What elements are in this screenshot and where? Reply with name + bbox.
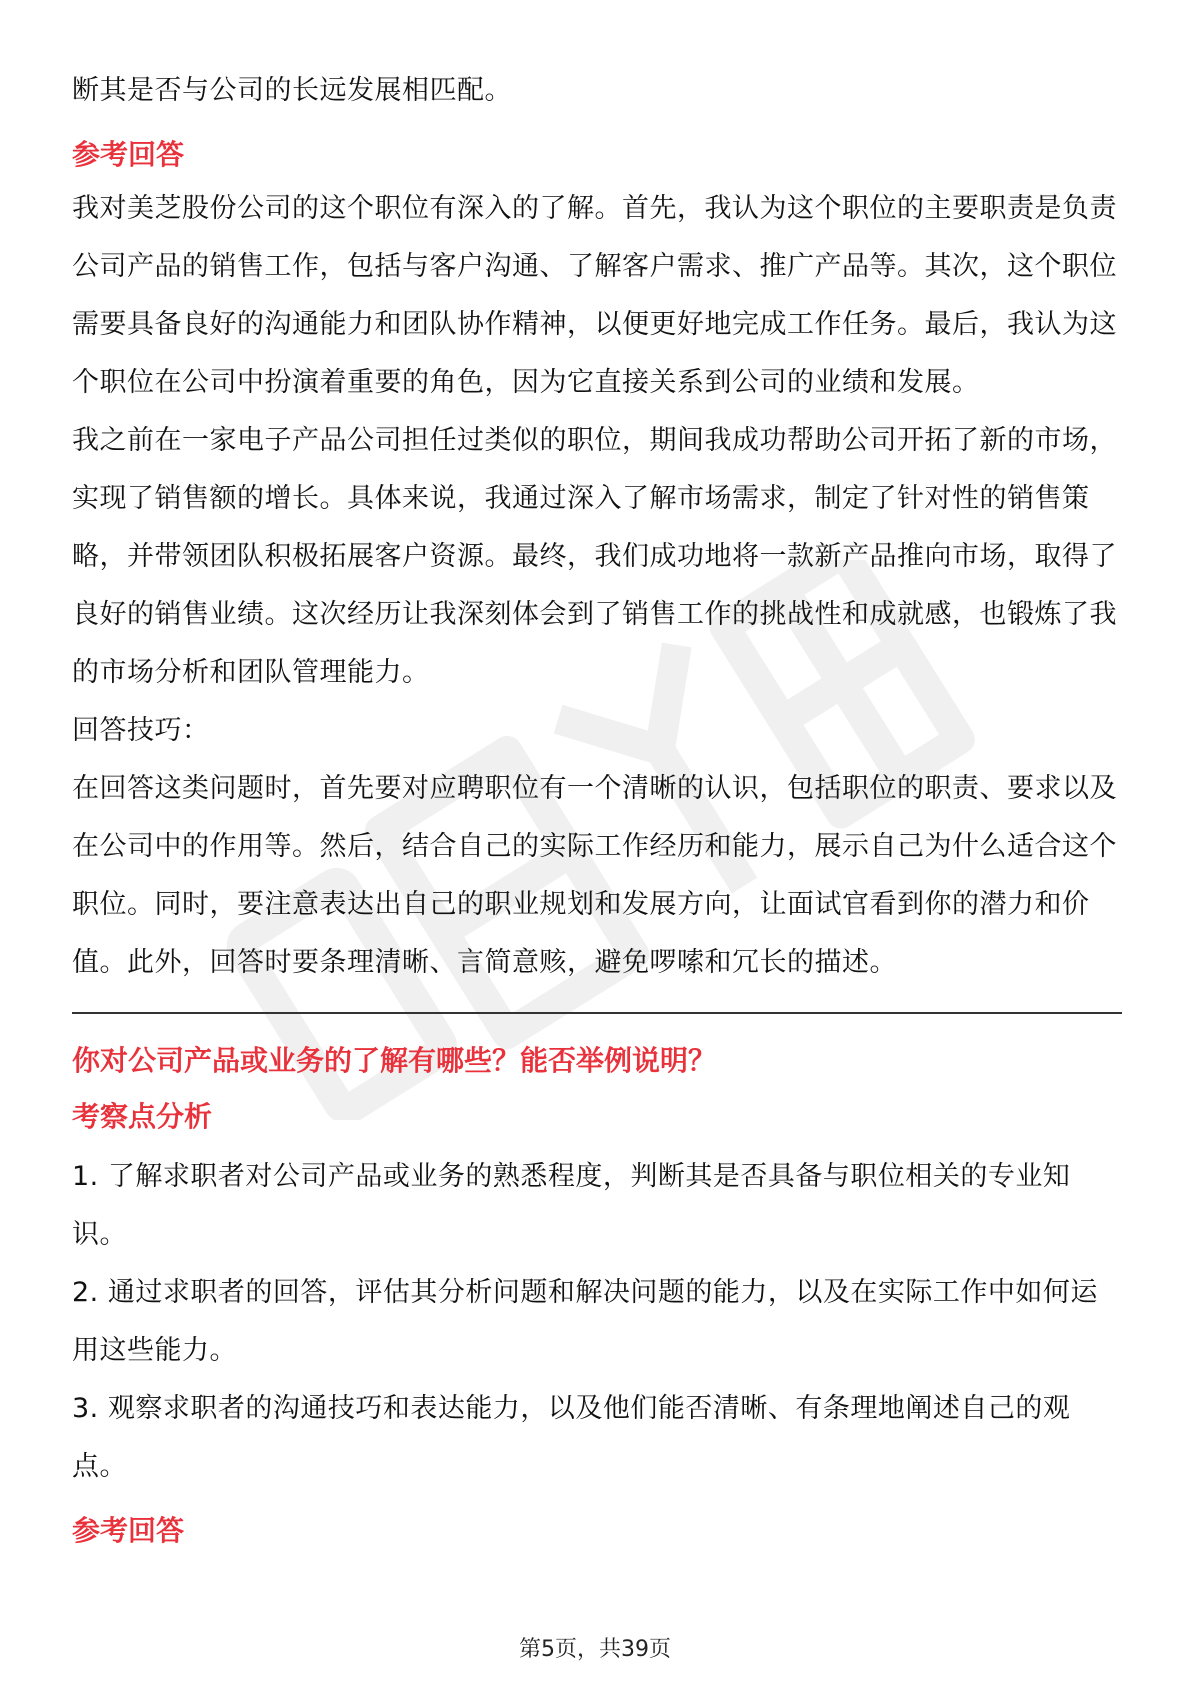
analysis-list-item: 3. 观察求职者的沟通技巧和表达能力，以及他们能否清晰、有条理地阐述自己的观点。 <box>72 1393 1071 1482</box>
analysis-heading: 考察点分析 <box>72 1100 213 1133</box>
question-heading: 你对公司产品或业务的了解有哪些？能否举例说明？ <box>72 1044 717 1077</box>
reference-answer-heading: 参考回答 <box>72 1514 185 1547</box>
page-number-footer: 第5页，共39页 <box>519 1637 671 1662</box>
tips-label: 回答技巧： <box>72 715 210 746</box>
analysis-list-item: 2. 通过求职者的回答，评估其分析问题和解决问题的能力，以及在实际工作中如何运用这些能力。 <box>72 1277 1098 1366</box>
answer-paragraph: 我之前在一家电子产品公司担任过类似的职位，期间我成功帮助公司开拓了新的市场，实现了销售额的增长。具体来说，我通过深入了解市场需求，制定了针对性的销售策略，并带领团队积极拓展客户资源。最终，我们成功地将一款新产品推向市场，取得了良好的销售业绩。这次经历让我深刻体会到了销售工作的挑战性和成就感，也锻炼了我的市场分析和团队管理能力。 <box>72 425 1117 688</box>
section-divider <box>72 1012 1122 1014</box>
tips-text: 在回答这类问题时，首先要对应聘职位有一个清晰的认识，包括职位的职责、要求以及在公司中的作用等。然后，结合自己的实际工作经历和能力，展示自己为什么适合这个职位。同时，要注意表达出自己的职业规划和发展方向，让面试官看到你的潜力和价值。此外，回答时要条理清晰、言简意赅，避免啰嗦和冗长的描述。 <box>72 773 1117 978</box>
analysis-list-item: 1. 了解求职者对公司产品或业务的熟悉程度，判断其是否具备与职位相关的专业知识。 <box>72 1161 1071 1250</box>
intro-tail-text: 断其是否与公司的长远发展相匹配。 <box>72 75 512 106</box>
answer-paragraph: 我对美芝股份公司的这个职位有深入的了解。首先，我认为这个职位的主要职责是负责公司产品的销售工作，包括与客户沟通、了解客户需求、推广产品等。其次，这个职位需要具备良好的沟通能力和团队协作精神，以便更好地完成工作任务。最后，我认为这个职位在公司中扮演着重要的角色，因为它直接关系到公司的业绩和发展。 <box>72 193 1117 398</box>
reference-answer-heading: 参考回答 <box>72 138 185 171</box>
document-page <box>72 62 1122 1552</box>
